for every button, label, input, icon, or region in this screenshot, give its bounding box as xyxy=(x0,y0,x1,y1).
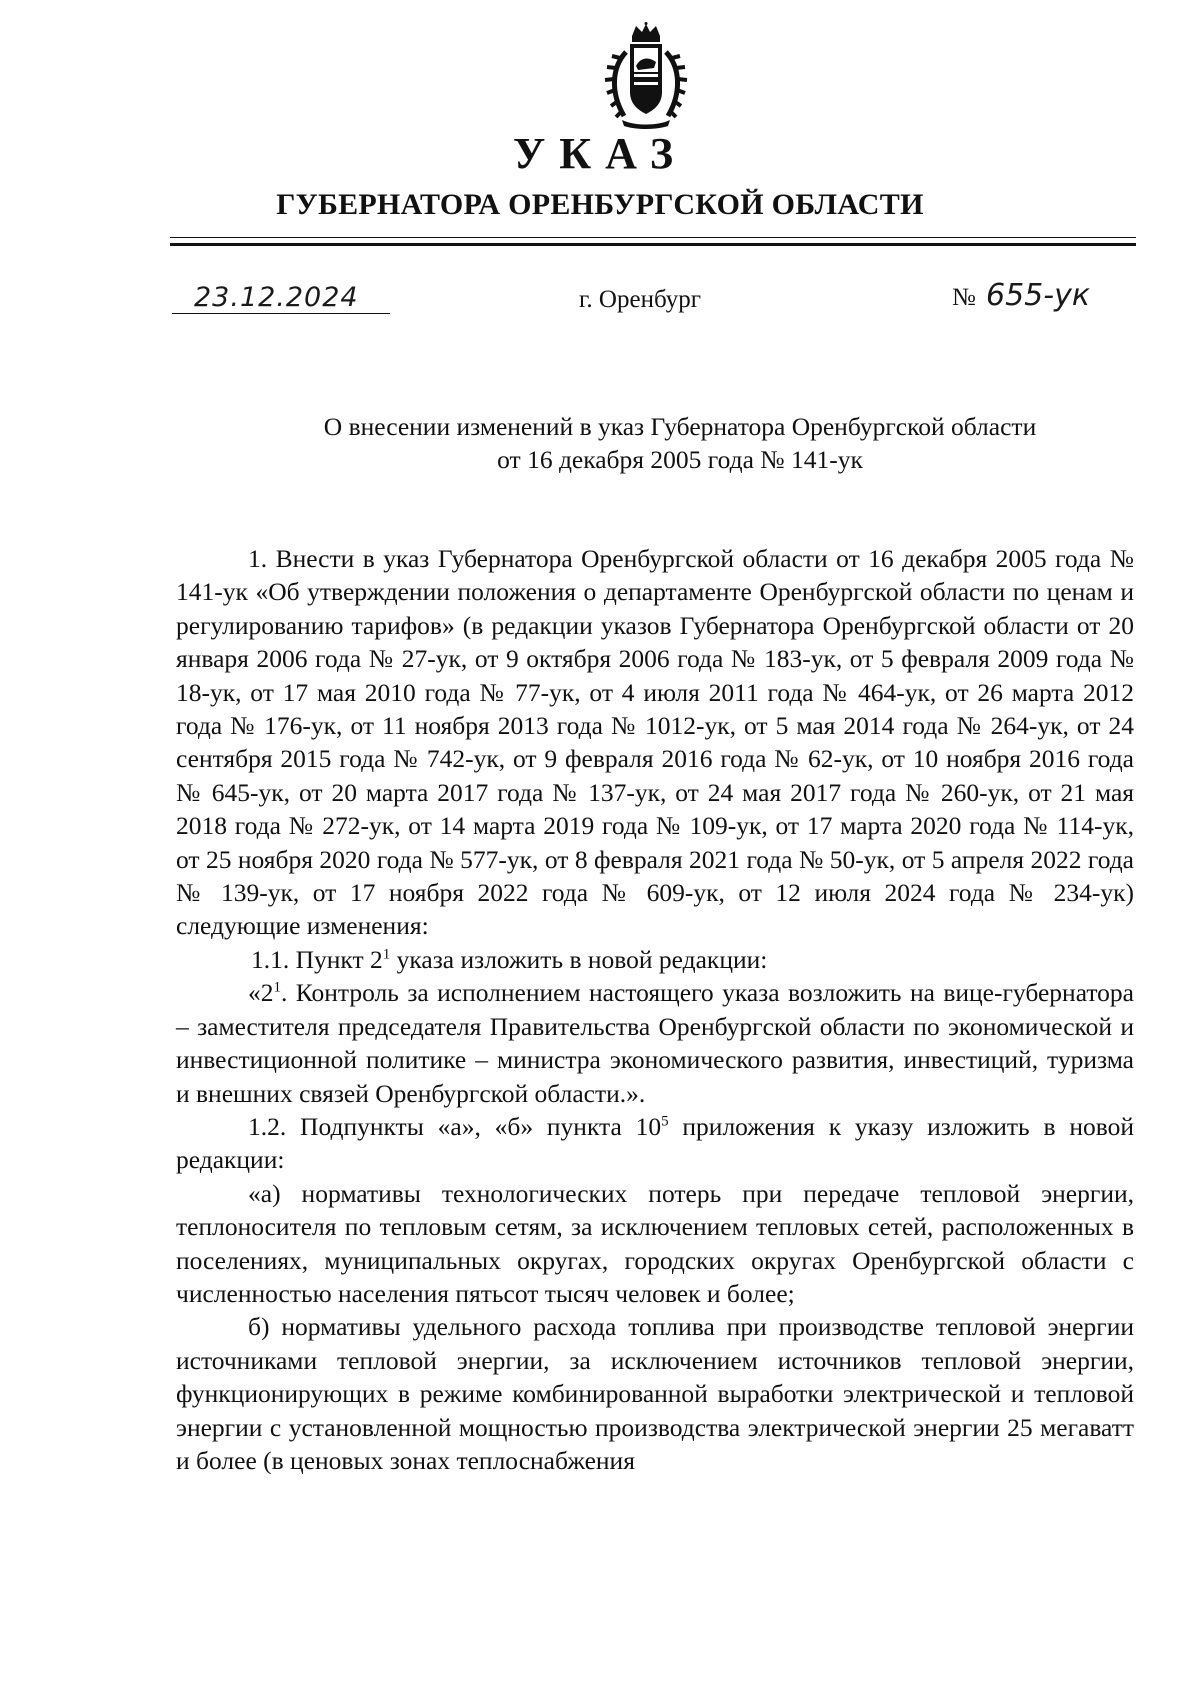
subject-line-1: О внесении изменений в указ Губернатора Оренбургской области xyxy=(323,412,1037,441)
document-subtitle: ГУБЕРНАТОРА ОРЕНБУРГСКОЙ ОБЛАСТИ xyxy=(276,188,924,221)
document-title: УКАЗ xyxy=(512,129,688,178)
handwritten-number: 655-ук xyxy=(986,278,1090,313)
q1-text-b: . Контроль за исполнением настоящего указа возложить на вице-губернатора – заместителя председателя Правительства Оренбургской области по экономической и инвестиционной политике – министра экономического развития, инвестиций, туризма и внешних связей Оренбургской области.». xyxy=(176,978,1134,1108)
paragraph-1-2 xyxy=(176,1110,1134,1177)
subparagraph-a: «а) нормативы технологических потерь при передаче тепловой энергии, теплоносителя по тепловым сетям, за исключением тепловых сетей, расположенных в поселениях, муниципальных округах, городских округах Оренбургской области с численностью населения пятьсот тысяч человек и более; xyxy=(176,1178,1134,1308)
p11-superscript: 1 xyxy=(382,946,391,963)
subparagraph-b: б) нормативы удельного расхода топлива при производстве тепловой энергии источниками тепловой энергии, за исключением источников тепловой энергии, функционирующих в режиме комбинированной выработки электрической и тепловой энергии с установленной мощностью производства электрической энергии 25 мегаватт и более (в ценовых зонах теплоснабжения xyxy=(176,1312,1134,1475)
quoted-paragraph-2-1 xyxy=(176,976,1134,1110)
handwritten-date: 23.12.2024 xyxy=(194,282,359,313)
p11-text-b: указа изложить в новой редакции: xyxy=(390,944,768,974)
decree-body xyxy=(176,542,1134,1477)
decree-subject xyxy=(0,410,1200,476)
p11-text-a: 1.1. Пункт 2 xyxy=(251,944,383,974)
p12-text-b: приложения к указу изложить в новой редакции: xyxy=(176,1111,1134,1175)
paragraph-1: 1. Внести в указ Губернатора Оренбургской области от 16 декабря 2005 года № 141-ук «Об утверждении положения о департаменте Оренбургской области по ценам и регулированию тарифов» (в редакции указов Губернатора Оренбургской области от 20 января 2006 года № 27-ук, от 9 октября 2006 года № 183-ук, от 5 февраля 2009 года № 18-ук, от 17 мая 2010 года № 77-ук, от 4 июля 2011 года № 464-ук, от 26 марта 2012 года № 176-ук, от 11 ноября 2013 года № 1012-ук, от 5 мая 2014 года № 264-ук, от 24 сентября 2015 года № 742-ук, от 9 февраля 2016 года № 62-ук, от 10 ноября 2016 года № 645-ук, от 20 марта 2017 года № 137-ук, от 24 мая 2017 года № 260-ук, от 21 мая 2018 года № 272-ук, от 14 марта 2019 года № 109-ук, от 17 марта 2020 года № 114-ук, от 25 ноября 2020 года № 577-ук, от 8 февраля 2021 года № 50-ук, от 5 апреля 2022 года № 139-ук, от 17 ноября 2022 года № 609-ук, от 12 июля 2024 года № 234-ук) следующие изменения: xyxy=(176,544,1134,941)
p12-text-a: 1.2. Подпункты «а», «б» пункта 10 xyxy=(248,1111,662,1141)
p12-superscript: 5 xyxy=(661,1113,669,1130)
header-rule-thin xyxy=(170,237,1136,238)
q1-superscript: 1 xyxy=(273,979,281,996)
paragraph-1-1 xyxy=(176,943,1134,976)
coat-of-arms-emblem xyxy=(602,22,690,130)
subject-line-2: от 16 декабря 2005 года № 141-ук xyxy=(497,445,863,474)
q1-text-a: «2 xyxy=(248,978,274,1008)
number-sign: № xyxy=(952,284,976,311)
number-field xyxy=(952,278,1132,342)
city-label: г. Оренбург xyxy=(579,286,701,313)
header-rule-thick xyxy=(170,243,1136,246)
